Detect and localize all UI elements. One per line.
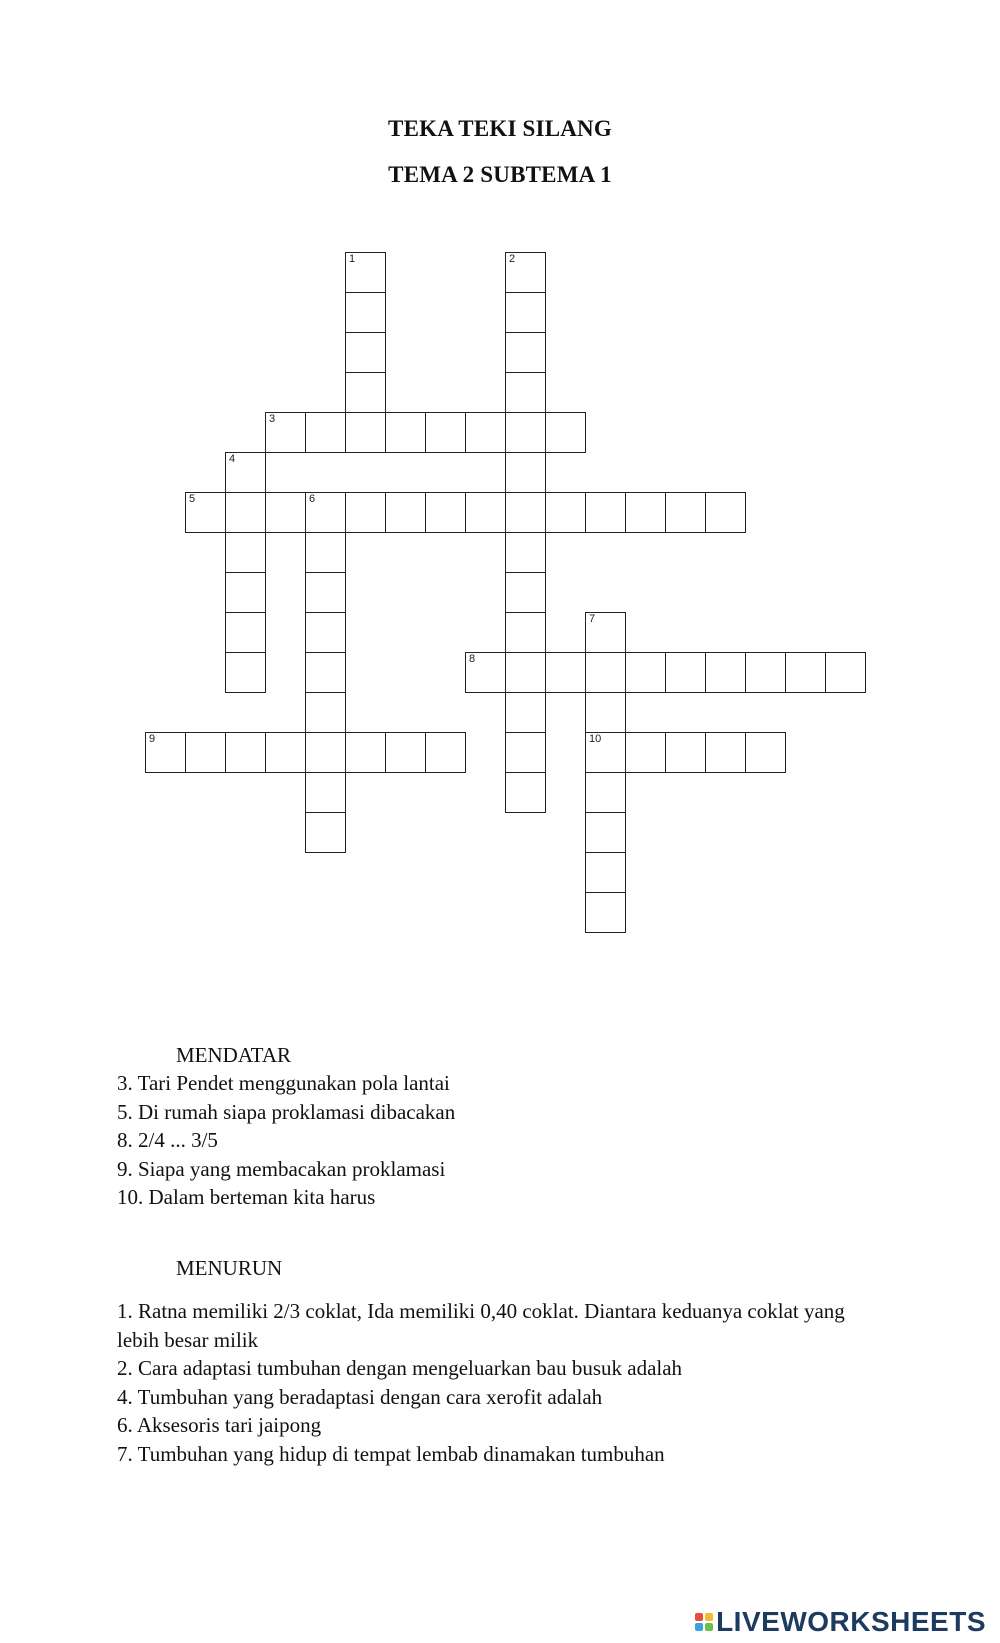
crossword-cell[interactable] xyxy=(345,732,386,773)
crossword-cell[interactable] xyxy=(265,732,306,773)
crossword-cell[interactable] xyxy=(585,772,626,813)
clue-number: 9 xyxy=(149,733,156,745)
crossword-cell[interactable] xyxy=(625,652,666,693)
crossword-cell[interactable] xyxy=(825,652,866,693)
crossword-cell[interactable] xyxy=(745,652,786,693)
across-clue: 5. Di rumah siapa proklamasi dibacakan xyxy=(117,1099,456,1124)
crossword-cell[interactable] xyxy=(705,732,746,773)
crossword-cell[interactable] xyxy=(505,572,546,613)
crossword-cell[interactable] xyxy=(545,652,586,693)
logo-mark-icon xyxy=(695,1613,713,1631)
liveworksheets-logo xyxy=(695,1605,986,1639)
crossword-cell[interactable] xyxy=(585,852,626,893)
crossword-cell[interactable] xyxy=(665,732,706,773)
down-clue: 4. Tumbuhan yang beradaptasi dengan cara xerofit adalah xyxy=(117,1384,603,1409)
crossword-cell[interactable] xyxy=(305,732,346,773)
clue-number: 7 xyxy=(589,613,596,625)
clue-number: 6 xyxy=(309,493,316,505)
crossword-cell[interactable] xyxy=(505,772,546,813)
crossword-cell[interactable] xyxy=(505,412,546,453)
crossword-cell[interactable] xyxy=(625,732,666,773)
crossword-cell[interactable] xyxy=(305,812,346,853)
crossword-cell[interactable] xyxy=(385,492,426,533)
clue-number: 8 xyxy=(469,653,476,665)
crossword-cell[interactable] xyxy=(225,572,266,613)
crossword-cell[interactable] xyxy=(305,652,346,693)
crossword-cell[interactable] xyxy=(505,732,546,773)
crossword-cell[interactable] xyxy=(345,292,386,333)
crossword-cell[interactable] xyxy=(585,732,626,773)
crossword-cell[interactable] xyxy=(345,412,386,453)
crossword-cell[interactable] xyxy=(465,492,506,533)
crossword-cell[interactable] xyxy=(425,492,466,533)
across-clue: 3. Tari Pendet menggunakan pola lantai xyxy=(117,1071,450,1095)
crossword-cell[interactable] xyxy=(585,492,626,533)
crossword-cell[interactable] xyxy=(745,732,786,773)
crossword-cell[interactable] xyxy=(505,532,546,573)
down-clue: 1. Ratna memiliki 2/3 coklat, Ida memiliki 0,40 coklat. Diantara keduanya coklat yang lebih besar milik xyxy=(117,1299,845,1352)
crossword-cell[interactable] xyxy=(185,492,226,533)
crossword-cell[interactable] xyxy=(345,372,386,413)
crossword-cell[interactable] xyxy=(385,412,426,453)
crossword-cell[interactable] xyxy=(225,652,266,693)
crossword-cell[interactable] xyxy=(665,492,706,533)
crossword-cell[interactable] xyxy=(225,532,266,573)
crossword-cell[interactable] xyxy=(425,732,466,773)
crossword-cell[interactable] xyxy=(505,612,546,653)
crossword-cell[interactable] xyxy=(225,732,266,773)
down-clue: 6. Aksesoris tari jaipong xyxy=(117,1413,322,1437)
crossword-cell[interactable] xyxy=(345,492,386,533)
clue-number: 1 xyxy=(349,253,356,265)
crossword-cell[interactable] xyxy=(505,692,546,733)
crossword-cell[interactable] xyxy=(305,492,346,533)
page-subtitle: TEMA 2 SUBTEMA 1 xyxy=(388,162,612,187)
crossword-cell[interactable] xyxy=(505,452,546,493)
clue-number: 5 xyxy=(189,493,196,505)
clue-number: 10 xyxy=(589,733,602,745)
crossword-cell[interactable] xyxy=(225,452,266,493)
crossword-cell[interactable] xyxy=(305,692,346,733)
crossword-cell[interactable] xyxy=(305,572,346,613)
crossword-cell[interactable] xyxy=(225,492,266,533)
crossword-cell[interactable] xyxy=(545,412,586,453)
crossword-cell[interactable] xyxy=(585,692,626,733)
crossword-cell[interactable] xyxy=(505,372,546,413)
crossword-cell[interactable] xyxy=(505,332,546,373)
crossword-cell[interactable] xyxy=(305,532,346,573)
crossword-cell[interactable] xyxy=(425,412,466,453)
down-clue: 2. Cara adaptasi tumbuhan dengan mengeluarkan bau busuk adalah xyxy=(117,1356,683,1380)
across-clue: 8. 2/4 ... 3/5 xyxy=(117,1128,218,1152)
crossword-cell[interactable] xyxy=(305,612,346,653)
crossword-cell[interactable] xyxy=(585,812,626,853)
crossword-cell[interactable] xyxy=(505,652,546,693)
crossword-cell[interactable] xyxy=(665,652,706,693)
crossword-cell[interactable] xyxy=(505,292,546,333)
across-clue: 10. Dalam berteman kita harus xyxy=(117,1185,376,1209)
crossword-cell[interactable] xyxy=(225,612,266,653)
across-heading: MENDATAR xyxy=(176,1043,291,1067)
crossword-cell[interactable] xyxy=(785,652,826,693)
page-title: TEKA TEKI SILANG xyxy=(388,116,612,141)
down-clue: 7. Tumbuhan yang hidup di tempat lembab dinamakan tumbuhan xyxy=(117,1441,665,1466)
crossword-cell[interactable] xyxy=(185,732,226,773)
down-heading: MENURUN xyxy=(176,1256,283,1280)
logo-text: LIVEWORKSHEETS xyxy=(716,1606,986,1637)
clue-number: 4 xyxy=(229,453,236,465)
crossword-cell[interactable] xyxy=(265,412,306,453)
clue-number: 2 xyxy=(509,253,516,265)
crossword-cell[interactable] xyxy=(585,652,626,693)
crossword-cell[interactable] xyxy=(305,412,346,453)
crossword-cell[interactable] xyxy=(585,612,626,653)
crossword-cell[interactable] xyxy=(625,492,666,533)
crossword-cell[interactable] xyxy=(345,252,386,293)
crossword-cell[interactable] xyxy=(705,492,746,533)
crossword-cell[interactable] xyxy=(305,772,346,813)
down-clue-list xyxy=(117,1297,887,1468)
crossword-cell[interactable] xyxy=(145,732,186,773)
crossword-cell[interactable] xyxy=(465,412,506,453)
crossword-cell[interactable] xyxy=(505,252,546,293)
crossword-cell[interactable] xyxy=(585,892,626,933)
crossword-cell[interactable] xyxy=(465,652,506,693)
across-clue: 9. Siapa yang membacakan proklamasi xyxy=(117,1156,446,1181)
crossword-cell[interactable] xyxy=(265,492,306,533)
crossword-cell[interactable] xyxy=(385,732,426,773)
clue-number: 3 xyxy=(269,413,276,425)
crossword-cell[interactable] xyxy=(505,492,546,533)
crossword-cell[interactable] xyxy=(705,652,746,693)
across-clue-list xyxy=(117,1069,887,1212)
crossword-cell[interactable] xyxy=(345,332,386,373)
crossword-cell[interactable] xyxy=(545,492,586,533)
